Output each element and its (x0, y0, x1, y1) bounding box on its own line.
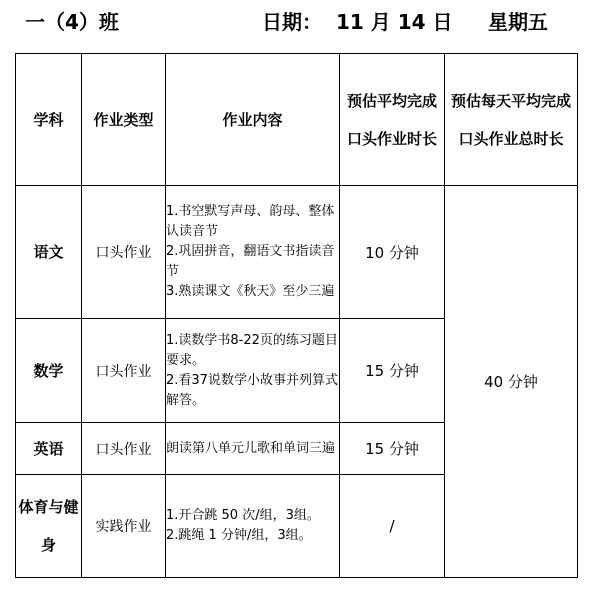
duration-cell: 15 分钟 (340, 319, 445, 423)
content-line: 1.书空默写声母、韵母、整体认读音节 (166, 204, 335, 239)
duration-cell: 15 分钟 (340, 423, 445, 475)
table-header-row (16, 54, 578, 186)
header-subject: 学科 (16, 54, 82, 186)
header-estimated-time: 预估平均完成口头作业时长 (340, 54, 445, 186)
type-cell: 口头作业 (82, 319, 166, 423)
content-line: 1.开合跳 50 次/组，3组。 (166, 508, 320, 523)
header-content: 作业内容 (166, 54, 340, 186)
type-cell: 实践作业 (82, 475, 166, 578)
content-line: 2.看37说数学小故事并列算式解答。 (166, 372, 338, 408)
content-line: 2.巩固拼音，翻语文书指读音节 (166, 244, 335, 279)
type-cell: 口头作业 (82, 186, 166, 319)
date-label: 日期： (262, 10, 322, 34)
content-cell (166, 423, 340, 475)
subject-cell: 数学 (16, 319, 82, 423)
duration-cell: / (340, 475, 445, 578)
subject-cell: 英语 (16, 423, 82, 475)
table-row (16, 186, 578, 319)
header-daily-total: 预估每天平均完成口头作业总时长 (445, 54, 578, 186)
homework-table (15, 53, 578, 578)
duration-cell: 10 分钟 (340, 186, 445, 319)
daily-total-cell: 40 分钟 (445, 186, 578, 578)
subject-cell: 语文 (16, 186, 82, 319)
content-cell (166, 475, 340, 578)
weekday: 星期五 (488, 10, 548, 34)
content-cell (166, 319, 340, 423)
content-line: 1.读数学书8-22页的练习题目要求。 (166, 332, 338, 368)
page-header (0, 6, 593, 38)
header-type: 作业类型 (82, 54, 166, 186)
content-cell (166, 186, 340, 319)
content-line: 3.熟读课文《秋天》至少三遍 (166, 284, 335, 299)
subject-cell: 体育与健身 (16, 475, 82, 578)
content-line: 朗读第八单元儿歌和单词三遍 (166, 440, 336, 456)
content-line: 2.跳绳 1 分钟/组，3组。 (166, 528, 312, 543)
date-value: 11 月 14 日 (336, 10, 453, 34)
class-name: 一（4）班 (25, 10, 119, 34)
type-cell: 口头作业 (82, 423, 166, 475)
